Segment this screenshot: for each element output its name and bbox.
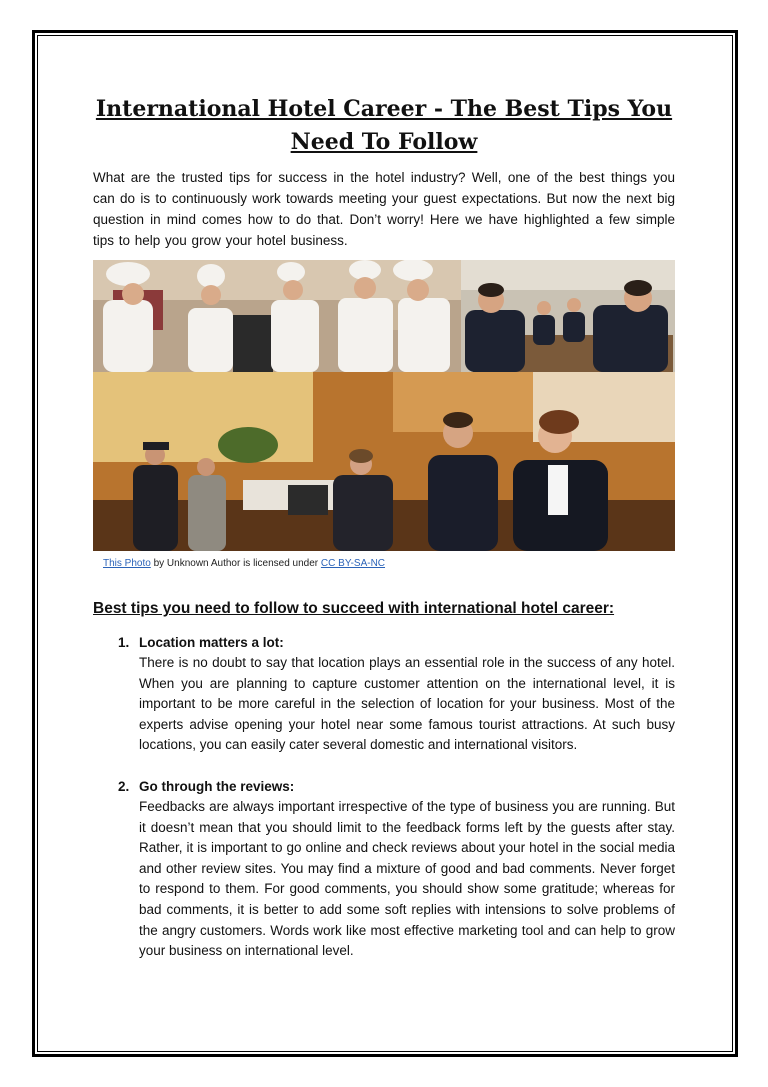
tips-list — [93, 632, 675, 982]
list-item-body: Feedbacks are always important irrespective of the type of business you are running. But it doesn’t mean that you should limit to the feedback forms left by the guests after stay. Rather, it is important to go online and check reviews about your hotel in the social media and other review sites. You may find a mixture of good and bad comments. Never forget to respond to them. For good comments, you should show some gratitude; whereas for bad comments, it is better to add some soft replies with intensions to solve problems of the angry customers. Words work like most effective marketing tool and can help to grow your business on international level. — [139, 798, 675, 959]
section-heading: Best tips you need to follow to succeed with international hotel career: — [93, 600, 615, 617]
photo-source-link[interactable]: This Photo — [103, 558, 151, 569]
photo-caption — [103, 557, 385, 570]
reception-scene — [93, 372, 675, 551]
intro-paragraph: What are the trusted tips for success in the hotel industry? Well, one of the best things you can do is to continuously work towards meeting your guest expectations. But now the next big question in mind comes how to do that. Don’t worry! Here we have highlighted a few simple tips to help you grow your hotel business. — [93, 170, 675, 248]
list-item-number: 2. — [118, 778, 130, 794]
classroom-scene — [461, 260, 675, 372]
list-item-number: 1. — [118, 635, 130, 650]
photo-collage-image — [93, 260, 675, 551]
list-item-title: Go through the reviews: — [139, 778, 295, 794]
caption-attribution-text: by Unknown Author is licensed under — [150, 558, 321, 569]
list-item — [93, 776, 675, 962]
list-item-body: There is no doubt to say that location plays an essential role in the success of any hotel. When you are planning to capture customer attention on the international level, it is important to be more careful in the selection of location for your business. Most of the experts advise opening your hotel near some famous tourist attractions. At such busy locations, you can easily cater several domestic and international visitors. — [139, 655, 675, 753]
hotel-career-photo — [93, 260, 675, 551]
license-link[interactable]: CC BY-SA-NC — [320, 558, 386, 569]
chefs-scene — [93, 260, 461, 372]
list-item-title: Location matters a lot: — [139, 635, 284, 650]
list-item — [93, 632, 675, 756]
page-title: International Hotel Career - The Best Tips You Need To Follow — [95, 96, 673, 155]
